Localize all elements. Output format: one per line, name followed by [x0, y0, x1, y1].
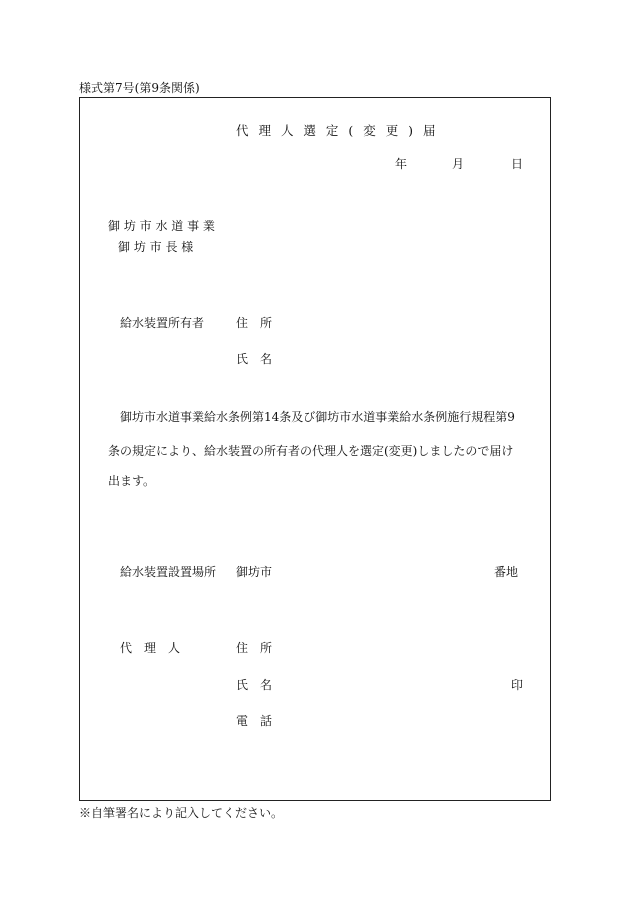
date-month: 月: [452, 157, 465, 171]
location-city: 御坊市: [236, 565, 273, 579]
agent-phone-label: 電 話: [236, 714, 273, 728]
location-suffix: 番地: [494, 565, 519, 579]
body-text-line1: 御坊市水道事業給水条例第14条及び御坊市水道事業給水条例施行規程第9: [120, 410, 515, 424]
addressee-line2: 御 坊 市 長 様: [118, 240, 194, 254]
form-number: 様式第7号(第9条関係): [79, 81, 200, 95]
seal-mark: 印: [511, 678, 524, 692]
owner-label: 給水装置所有者: [120, 316, 205, 330]
agent-name-label: 氏 名: [236, 678, 273, 692]
location-label: 給水装置設置場所: [120, 565, 217, 579]
agent-label: 代 理 人: [120, 641, 181, 655]
footnote: ※自筆署名により記入してください。: [79, 806, 284, 820]
form-title: 代 理 人 選 定 ( 変 更 ) 届: [236, 123, 439, 138]
body-text-line2: 条の規定により、給水装置の所有者の代理人を選定(変更)しましたので届け: [108, 444, 514, 458]
owner-name-label: 氏 名: [236, 352, 273, 366]
addressee-line1: 御 坊 市 水 道 事 業: [108, 219, 215, 233]
date-day: 日: [511, 157, 524, 171]
body-text-line3: 出ます。: [108, 474, 156, 488]
agent-address-label: 住 所: [236, 641, 273, 655]
date-year: 年: [395, 157, 408, 171]
owner-address-label: 住 所: [236, 316, 273, 330]
